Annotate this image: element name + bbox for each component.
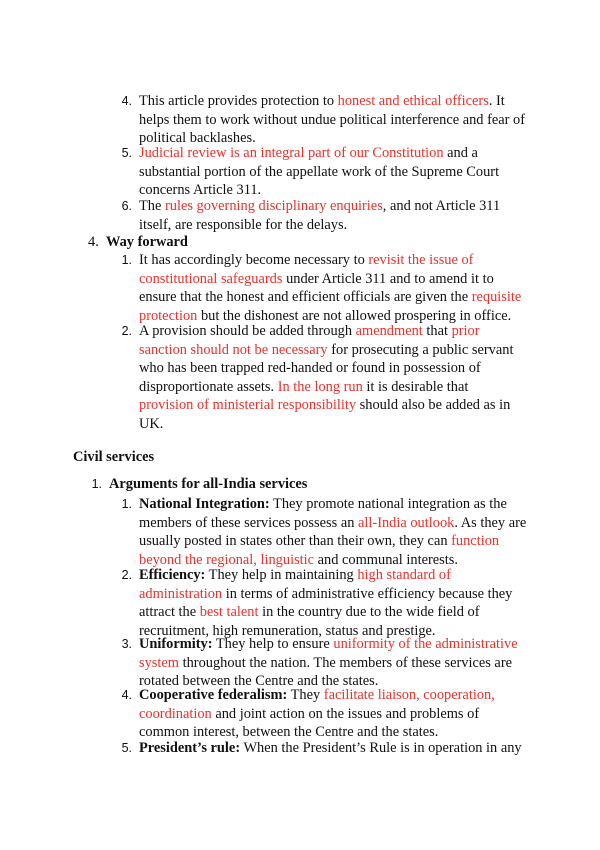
page-heading-civil-services: Civil services xyxy=(73,449,155,465)
body-text: They xyxy=(287,687,324,703)
body-text: for prosecuting a public servant who has been trapped red-handed or found in possession of disproportionate assets. xyxy=(139,341,514,395)
body-text: A provision should be added through xyxy=(139,323,356,339)
highlighted-text: uniformity of the administrative system xyxy=(139,636,518,671)
highlighted-text: prior sanction should not be necessary xyxy=(139,323,480,358)
list-item-text xyxy=(139,251,529,325)
highlighted-text: provision of ministerial responsibility xyxy=(139,397,357,414)
subsection-heading: Arguments for all-India services xyxy=(109,476,308,492)
body-text: . As they are usually posted in states other than their own, they can xyxy=(139,514,527,550)
highlighted-text: requisite protection xyxy=(139,289,522,324)
item-label: Uniformity: xyxy=(139,636,213,652)
highlighted-text: revisit the issue of constitutional safeguards xyxy=(139,252,474,287)
body-text: When the President’s Rule is in operation in any xyxy=(240,740,522,756)
body-text: in the country due to the wide field of recruitment, high remuneration, status and prestige. xyxy=(139,604,480,639)
body-text: in terms of administrative efficiency because they attract the xyxy=(139,585,513,621)
list-number: 5. xyxy=(121,741,132,755)
body-text: throughout the nation. The members of these services are rotated between the Centre and the states. xyxy=(139,654,512,690)
body-text: The xyxy=(139,198,165,214)
highlighted-text: honest and ethical officers xyxy=(337,93,489,109)
item-label: National Integration: xyxy=(139,496,270,512)
list-number: 1. xyxy=(121,497,132,511)
list-number: 4. xyxy=(121,94,132,108)
body-text: , and not Article 311 itself, are responsible for the delays. xyxy=(139,198,501,233)
list-number: 6. xyxy=(121,199,132,213)
section-number: 4. xyxy=(88,234,99,250)
body-text: This article provides protection to xyxy=(139,93,338,109)
highlighted-text: best talent xyxy=(199,604,259,621)
list-item-text xyxy=(139,495,530,569)
list-number: 2. xyxy=(121,324,132,338)
highlighted-text: Judicial review is an integral part of our Constitution xyxy=(139,145,444,161)
highlighted-text: rules governing disciplinary enquiries xyxy=(164,198,383,214)
body-text: It has accordingly become necessary to xyxy=(139,252,369,268)
body-text: it is desirable that xyxy=(362,378,469,395)
body-text: but the dishonest are not allowed prospering in office. xyxy=(197,307,512,324)
list-number: 2. xyxy=(121,568,132,582)
highlighted-text: In the long run xyxy=(277,378,363,395)
body-text: under Article 311 and to amend it to ensure that the honest and efficient officials are given the xyxy=(139,270,494,306)
list-number: 1. xyxy=(121,253,132,267)
list-number: 5. xyxy=(121,146,132,160)
body-text: They help to ensure xyxy=(212,636,334,652)
highlighted-text: facilitate liaison, cooperation, coordination xyxy=(139,687,495,722)
list-number: 3. xyxy=(121,637,132,651)
list-item-text xyxy=(139,92,529,148)
body-text: They help in maintaining xyxy=(205,567,358,583)
list-item-text xyxy=(139,635,531,691)
list-item-text xyxy=(139,686,521,742)
highlighted-text: high standard of administration xyxy=(139,567,451,602)
highlighted-text: function beyond the regional, linguistic xyxy=(139,533,500,568)
list-item-text xyxy=(139,566,517,640)
body-text: should also be added as in UK. xyxy=(139,397,511,432)
list-item-text xyxy=(139,144,527,200)
body-text: and a substantial portion of the appellate work of the Supreme Court concerns Article 311. xyxy=(139,145,500,199)
list-item-text xyxy=(139,739,539,758)
item-label: Cooperative federalism: xyxy=(139,687,288,703)
highlighted-text: amendment xyxy=(355,323,423,339)
body-text: that xyxy=(422,323,452,339)
body-text: They promote national integration as the members of these services possess an xyxy=(139,496,507,531)
list-item-text xyxy=(139,322,525,434)
section-heading: Way forward xyxy=(106,234,188,250)
body-text: and communal interests. xyxy=(314,551,458,568)
section-number: 1. xyxy=(91,477,102,491)
list-item-text xyxy=(139,197,529,234)
body-text: and joint action on the issues and problems of common interest, between the Centre and the states. xyxy=(139,705,480,741)
list-number: 4. xyxy=(121,688,132,702)
item-label: Efficiency: xyxy=(139,567,206,583)
highlighted-text: all-India outlook xyxy=(358,514,455,531)
item-label: President’s rule: xyxy=(139,740,241,756)
body-text: . It helps them to work without undue political interference and fear of political backlashes. xyxy=(139,93,526,147)
